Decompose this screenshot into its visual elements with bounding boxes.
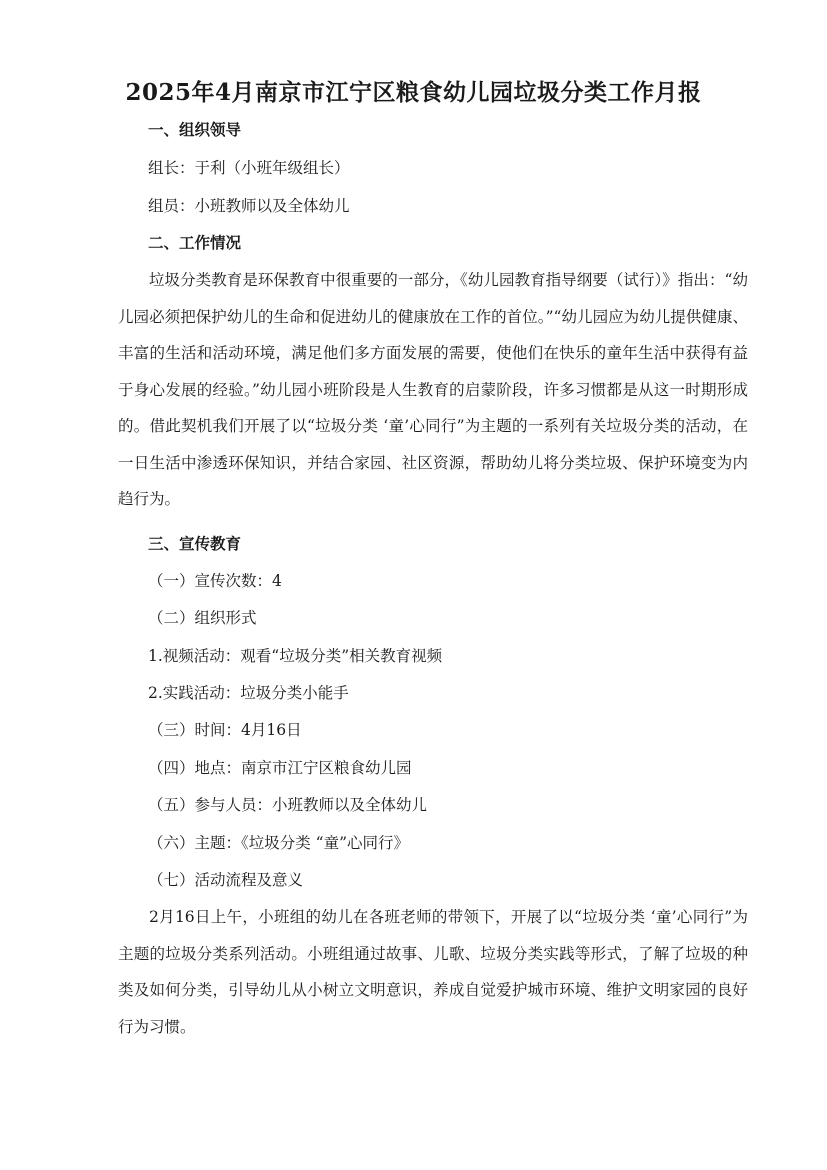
org-members: 组员：小班教师以及全体幼儿 (148, 197, 350, 215)
promo-item: 2.实践活动：垃圾分类小能手 (148, 684, 349, 702)
org-leader: 组长：于利（小班年级组长） (148, 159, 350, 177)
work-paragraph: 垃圾分类教育是环保教育中很重要的一部分，《幼儿园教育指导纲要（试行）》指出：“幼儿园必须把保护幼儿的生命和促进幼儿的健康放在工作的首位。”“幼儿园应为幼儿提供健康、丰富的生活和活动环境，满足他们多方面发展的需要，使他们在快乐的童年生活中获得有益于身心发展的经验。”幼儿园小班阶段是人生教育的启蒙阶段，许多习惯都是从这一时期形成的。借此契机我们开展了以“垃圾分类 ‘童’心同行”为主题的一系列有关垃圾分类的活动，在一日生活中渗透环保知识，并结合家园、社区资源，帮助幼儿将分类垃圾、保护环境变为内趋行为。 (118, 271, 748, 508)
promo-item: 1.视频活动：观看“垃圾分类”相关教育视频 (148, 647, 443, 665)
section-heading-work: 二、工作情况 (148, 233, 242, 252)
promo-item: （五）参与人员：小班教师以及全体幼儿 (148, 796, 428, 814)
promo-item: （二）组织形式 (148, 609, 257, 627)
promo-item: （四）地点：南京市江宁区粮食幼儿园 (148, 759, 412, 777)
section-heading-promo: 三、宣传教育 (148, 534, 242, 553)
promo-item: （七）活动流程及意义 (148, 871, 304, 889)
activity-paragraph: 2月16日上午，小班组的幼儿在各班老师的带领下，开展了以“垃圾分类 ‘童’心同行”为主题的垃圾分类系列活动。小班组通过故事、儿歌、垃圾分类实践等形式，了解了垃圾的种类及如何分类，引导幼儿从小树立文明意识，养成自觉爱护城市环境、维护文明家园的良好行为习惯。 (118, 908, 748, 1036)
promo-item: （一）宣传次数：4 (148, 572, 282, 590)
section-heading-org: 一、组织领导 (148, 120, 242, 139)
promo-item: （六）主题：《垃圾分类 “童”心同行》 (148, 834, 410, 852)
document-title: 2025年4月南京市江宁区粮食幼儿园垃圾分类工作月报 (125, 79, 702, 106)
promo-item: （三）时间：4月16日 (148, 721, 302, 739)
